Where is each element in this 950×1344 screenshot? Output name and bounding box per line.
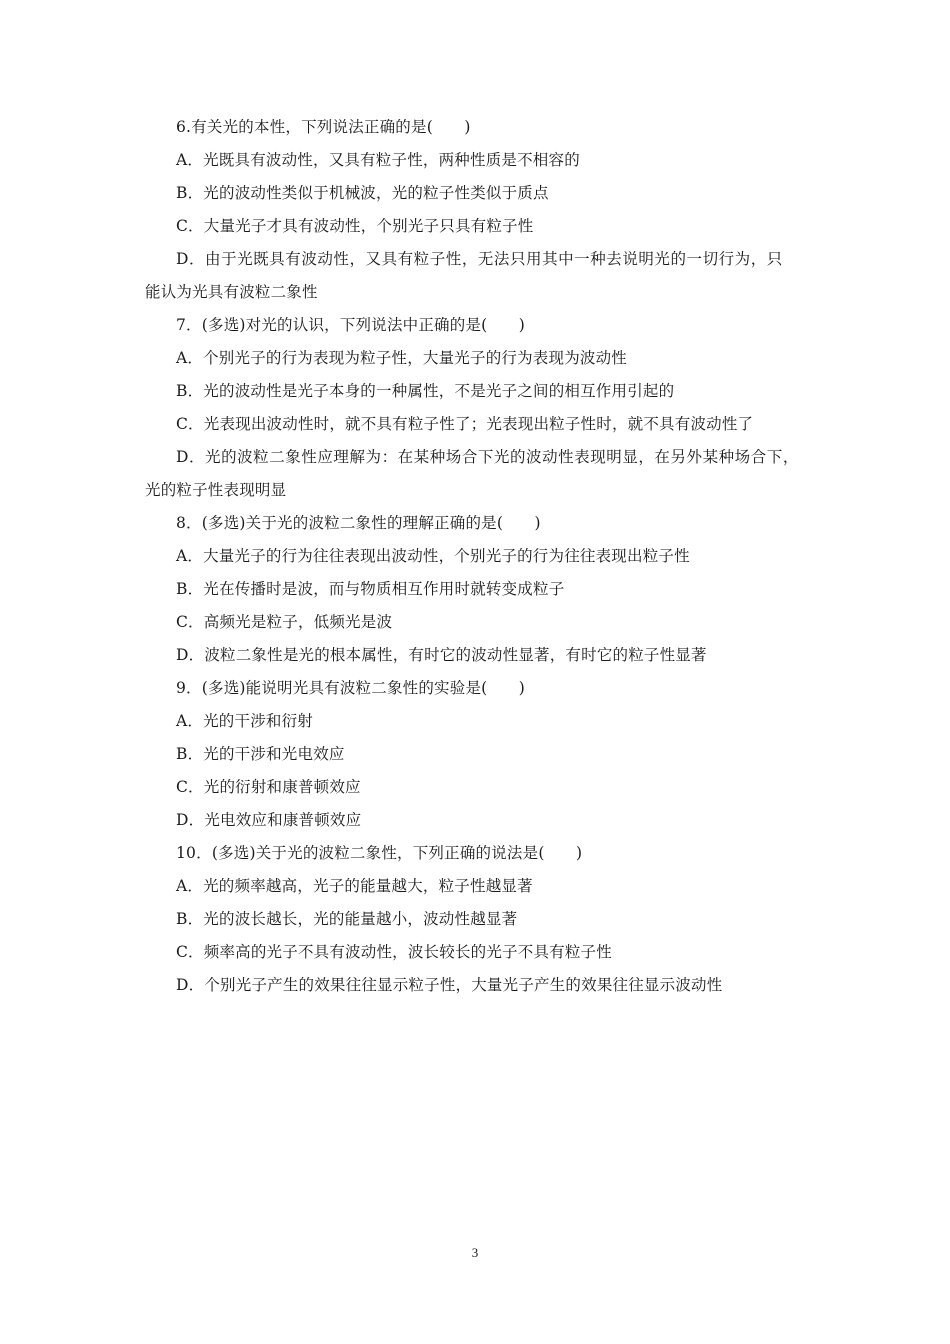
question-6-stem: 6.有关光的本性，下列说法正确的是( ) — [176, 118, 471, 136]
question-9-option-a: A．光的干涉和衍射 — [176, 712, 313, 730]
question-9-option-d: D．光电效应和康普顿效应 — [176, 811, 362, 829]
question-8-option-c: C．高频光是粒子，低频光是波 — [176, 613, 393, 631]
question-10-option-c: C．频率高的光子不具有波动性，波长较长的光子不具有粒子性 — [176, 943, 612, 961]
question-6-option-b: B．光的波动性类似于机械波，光的粒子性类似于质点 — [176, 184, 549, 202]
question-9-option-c: C．光的衍射和康普顿效应 — [176, 778, 361, 796]
question-7-option-d-continued: 光的粒子性表现明显 — [145, 481, 287, 499]
question-10-option-d: D．个别光子产生的效果往往显示粒子性，大量光子产生的效果往往显示波动性 — [176, 976, 723, 994]
question-10-option-b: B．光的波长越长，光的能量越小，波动性越显著 — [176, 910, 518, 928]
question-7-option-b: B．光的波动性是光子本身的一种属性，不是光子之间的相互作用引起的 — [176, 382, 675, 400]
question-list — [145, 111, 810, 1002]
question-7-stem: 7．(多选)对光的认识，下列说法中正确的是( ) — [176, 316, 526, 334]
question-9-option-b: B．光的干涉和光电效应 — [176, 745, 345, 763]
question-8-option-d: D．波粒二象性是光的根本属性，有时它的波动性显著，有时它的粒子性显著 — [176, 646, 707, 664]
question-8-stem: 8．(多选)关于光的波粒二象性的理解正确的是( ) — [176, 514, 541, 532]
question-10-option-a: A．光的频率越高，光子的能量越大，粒子性越显著 — [176, 877, 533, 895]
question-7-option-c: C．光表现出波动性时，就不具有粒子性了；光表现出粒子性时，就不具有波动性了 — [176, 415, 754, 433]
question-7-option-a: A．个别光子的行为表现为粒子性，大量光子的行为表现为波动性 — [176, 349, 627, 367]
question-6-option-d-continued: 能认为光具有波粒二象性 — [145, 283, 318, 301]
question-7-option-d: D．光的波粒二象性应理解为：在某种场合下光的波动性表现明显，在另外某种场合下， — [176, 448, 799, 466]
question-6-option-a: A．光既具有波动性，又具有粒子性，两种性质是不相容的 — [176, 151, 580, 169]
page-number: 3 — [471, 1245, 479, 1260]
question-10-stem: 10．(多选)关于光的波粒二象性，下列正确的说法是( ) — [176, 844, 583, 862]
question-6-option-d: D．由于光既具有波动性，又具有粒子性，无法只用其中一种去说明光的一切行为，只 — [176, 250, 783, 268]
question-8-option-b: B．光在传播时是波，而与物质相互作用时就转变成粒子 — [176, 580, 565, 598]
question-6-option-c: C．大量光子才具有波动性，个别光子只具有粒子性 — [176, 217, 534, 235]
question-9-stem: 9．(多选)能说明光具有波粒二象性的实验是( ) — [176, 679, 526, 697]
question-8-option-a: A．大量光子的行为往往表现出波动性，个别光子的行为往往表现出粒子性 — [176, 547, 690, 565]
